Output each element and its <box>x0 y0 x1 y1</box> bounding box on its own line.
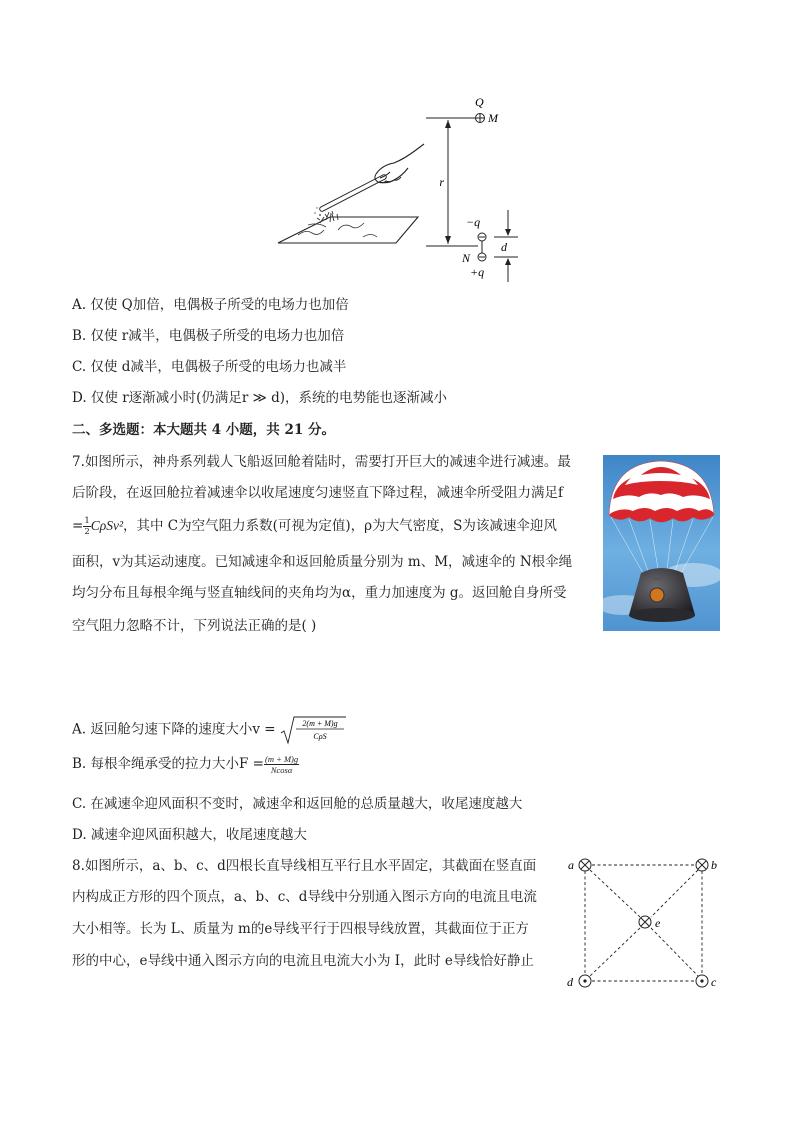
q8-line-4: 形的中心，e导线中通入图示方向的电流且电流大小为 I，此时 e导线恰好静止 <box>72 953 534 969</box>
svg-text:M: M <box>488 111 498 125</box>
q6-option-d[interactable]: D. 仅使 r逐渐减小时(仍满足r ≫ d)，系统的电势能也逐渐减小 <box>72 390 448 406</box>
hand <box>376 144 424 183</box>
glass-plate <box>278 217 418 243</box>
q7-option-a[interactable]: A. 返回舱匀速下降的速度大小v = 2(m + M)g CρS <box>72 715 346 745</box>
wire-c <box>696 975 708 987</box>
q7-line-1: 7.如图所示，神舟系列载人飞船返回舱着陆时，需要打开巨大的减速伞进行减速。最 <box>72 454 571 470</box>
svg-text:+q: +q <box>470 265 485 279</box>
q8-line-1: 8.如图所示，a、b、c、d四根长直导线相互平行且水平固定，其截面在竖直面 <box>72 858 537 874</box>
q7-line-2: 后阶段，在返回舱拉着减速伞以收尾速度匀速竖直下降过程，减速伞所受阻力满足f <box>72 485 563 501</box>
q7-option-b[interactable]: B. 每根伞绳承受的拉力大小F = $\frac{(m + M)g}{Ncos\alpha}$ <box>72 754 299 775</box>
svg-text:d: d <box>567 975 573 989</box>
wire-d <box>579 975 591 987</box>
parachute-capsule-image <box>603 455 720 631</box>
wire-b <box>696 859 708 871</box>
svg-text:2(m + M)g: 2(m + M)g <box>302 719 338 728</box>
wire-square-figure <box>562 852 724 990</box>
wire-a <box>579 859 591 871</box>
wire-e <box>639 916 651 928</box>
q7-line-6: 空气阻力忽略不计，下列说法正确的是( ) <box>72 618 317 634</box>
q6-option-a[interactable]: A. 仅使 Q加倍，电偶极子所受的电场力也加倍 <box>72 297 349 313</box>
q6-option-b[interactable]: B. 仅使 r减半，电偶极子所受的电场力也加倍 <box>72 328 345 344</box>
svg-text:Q: Q <box>475 95 484 109</box>
sqrt-sign <box>280 715 346 745</box>
q7-line-4: 面积，v为其运动速度。已知减速伞和返回舱质量分别为 m、M，减速伞的 N根伞绳 <box>72 554 573 570</box>
svg-text:d: d <box>501 240 507 254</box>
svg-text:r: r <box>439 175 444 189</box>
svg-text:CρS: CρS <box>313 732 327 741</box>
q7-line-3: = $\frac{1}{2}$ CρSv²，其中 C为空气阻力系数(可视为定值)，ρ为大气密度，S为该减速伞迎风 <box>72 516 557 537</box>
svg-text:−q: −q <box>466 215 481 229</box>
q8-line-3: 大小相等。长为 L、质量为 m的e导线平行于四根导线放置，其截面位于正方 <box>72 921 529 937</box>
svg-text:N: N <box>462 251 471 265</box>
svg-text:b: b <box>711 858 717 872</box>
svg-text:e: e <box>655 916 661 930</box>
svg-text:c: c <box>711 975 717 989</box>
dipole-figure <box>268 92 528 288</box>
q7-option-d[interactable]: D. 减速伞迎风面积越大，收尾速度越大 <box>72 827 307 843</box>
q6-option-c[interactable]: C. 仅使 d减半，电偶极子所受的电场力也减半 <box>72 359 347 375</box>
q7-option-c[interactable]: C. 在减速伞迎风面积不变时，减速伞和返回舱的总质量越大，收尾速度越大 <box>72 796 523 812</box>
svg-text:a: a <box>568 858 574 872</box>
section-heading: 二、多选题：本大题共 4 小题，共 21 分。 <box>72 422 335 438</box>
q7-line-5: 均匀分布且每根伞绳与竖直轴线间的夹角均为α，重力加速度为 g。返回舱自身所受 <box>72 585 567 601</box>
q8-line-2: 内构成正方形的四个顶点，a、b、c、d导线中分别通入图示方向的电流且电流 <box>72 889 537 905</box>
